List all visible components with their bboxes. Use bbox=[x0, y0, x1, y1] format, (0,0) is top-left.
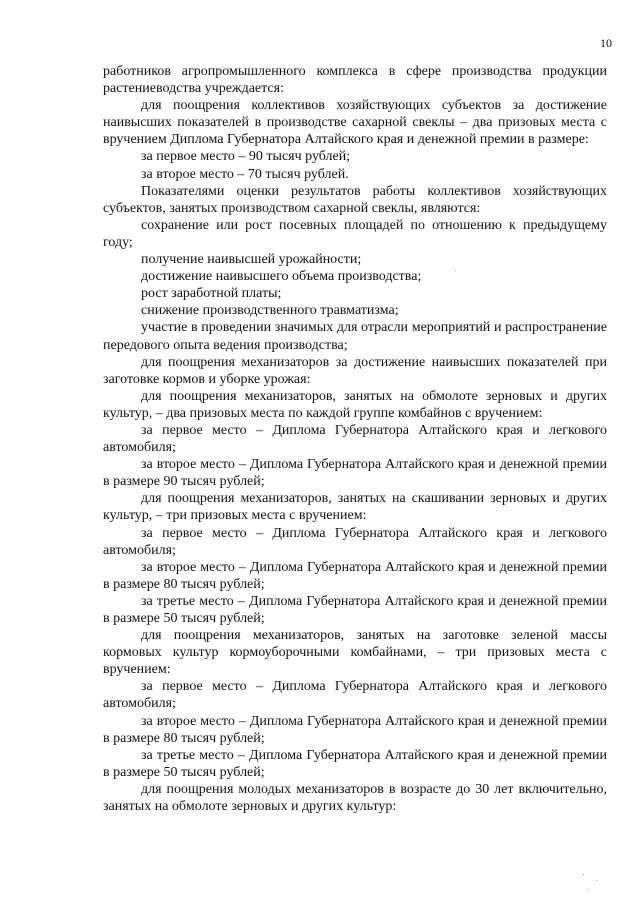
page-number: 10 bbox=[600, 36, 612, 50]
scan-speck bbox=[455, 270, 456, 271]
paragraph: за первое место – Диплома Губернатора Алтайского края и легкового автомобиля; bbox=[103, 525, 607, 558]
paragraph: за третье место – Диплома Губернатора Алтайского края и денежной премии в размере 50 тысяч рублей; bbox=[103, 593, 607, 626]
paragraph: для поощрения механизаторов, занятых на обмолоте зерновых и других культур, – два призовых места по каждой группе комбайнов с вручением: bbox=[103, 388, 607, 421]
paragraph: за второе место – Диплома Губернатора Алтайского края и денежной премии в размере 90 тысяч рублей; bbox=[103, 457, 607, 490]
paragraph: за третье место – Диплома Губернатора Алтайского края и денежной премии в размере 50 тысяч рублей; bbox=[103, 747, 607, 780]
paragraph: для поощрения механизаторов за достижение наивысших показателей при заготовке кормов и уборке урожая: bbox=[103, 354, 607, 387]
paragraph: за второе место – Диплома Губернатора Алтайского края и денежной премии в размере 80 тысяч рублей; bbox=[103, 559, 607, 592]
body-text bbox=[103, 63, 607, 815]
scan-speck bbox=[596, 880, 597, 881]
paragraph: для поощрения коллективов хозяйствующих субъектов за достижение наивысших показателей в производстве сахарной свеклы – два призовых места с вручением Диплома Губернатора Алтайского края и денежной премии в размере: bbox=[103, 98, 607, 148]
paragraph: за первое место – 90 тысяч рублей; bbox=[141, 149, 351, 165]
paragraph: достижение наивысшего объема производства; bbox=[141, 269, 422, 285]
paragraph: рост заработной платы; bbox=[141, 286, 282, 302]
scan-speck bbox=[588, 889, 589, 890]
paragraph: за второе место – 70 тысяч рублей. bbox=[141, 166, 349, 182]
paragraph: Показателями оценки результатов работы коллективов хозяйствующих субъектов, занятых производством сахарной свеклы, являются: bbox=[103, 183, 607, 216]
paragraph: для поощрения механизаторов, занятых на заготовке зеленой массы кормовых культур кормоуборочными комбайнами, – три призовых места с вручением: bbox=[103, 628, 607, 678]
paragraph: для поощрения механизаторов, занятых на скашивании зерновых и других культур, – три призовых места с вручением: bbox=[103, 491, 607, 524]
paragraph: работников агропромышленного комплекса в сфере производства продукции растениеводства учреждается: bbox=[103, 64, 607, 97]
paragraph: получение наивысшей урожайности; bbox=[141, 252, 362, 268]
paragraph: за второе место – Диплома Губернатора Алтайского края и денежной премии в размере 80 тысяч рублей; bbox=[103, 713, 607, 746]
scan-speck bbox=[583, 874, 584, 875]
paragraph: сохранение или рост посевных площадей по отношению к предыдущему году; bbox=[103, 217, 607, 250]
paragraph: снижение производственного травматизма; bbox=[141, 303, 399, 319]
paragraph: за первое место – Диплома Губернатора Алтайского края и легкового автомобиля; bbox=[103, 679, 607, 712]
paragraph: за первое место – Диплома Губернатора Алтайского края и легкового автомобиля; bbox=[103, 422, 607, 456]
paragraph: участие в проведении значимых для отрасли мероприятий и распространение передового опыта ведения производства; bbox=[103, 320, 607, 353]
paragraph: для поощрения молодых механизаторов в возрасте до 30 лет включительно, занятых на обмолоте зерновых и других культур: bbox=[103, 781, 607, 815]
